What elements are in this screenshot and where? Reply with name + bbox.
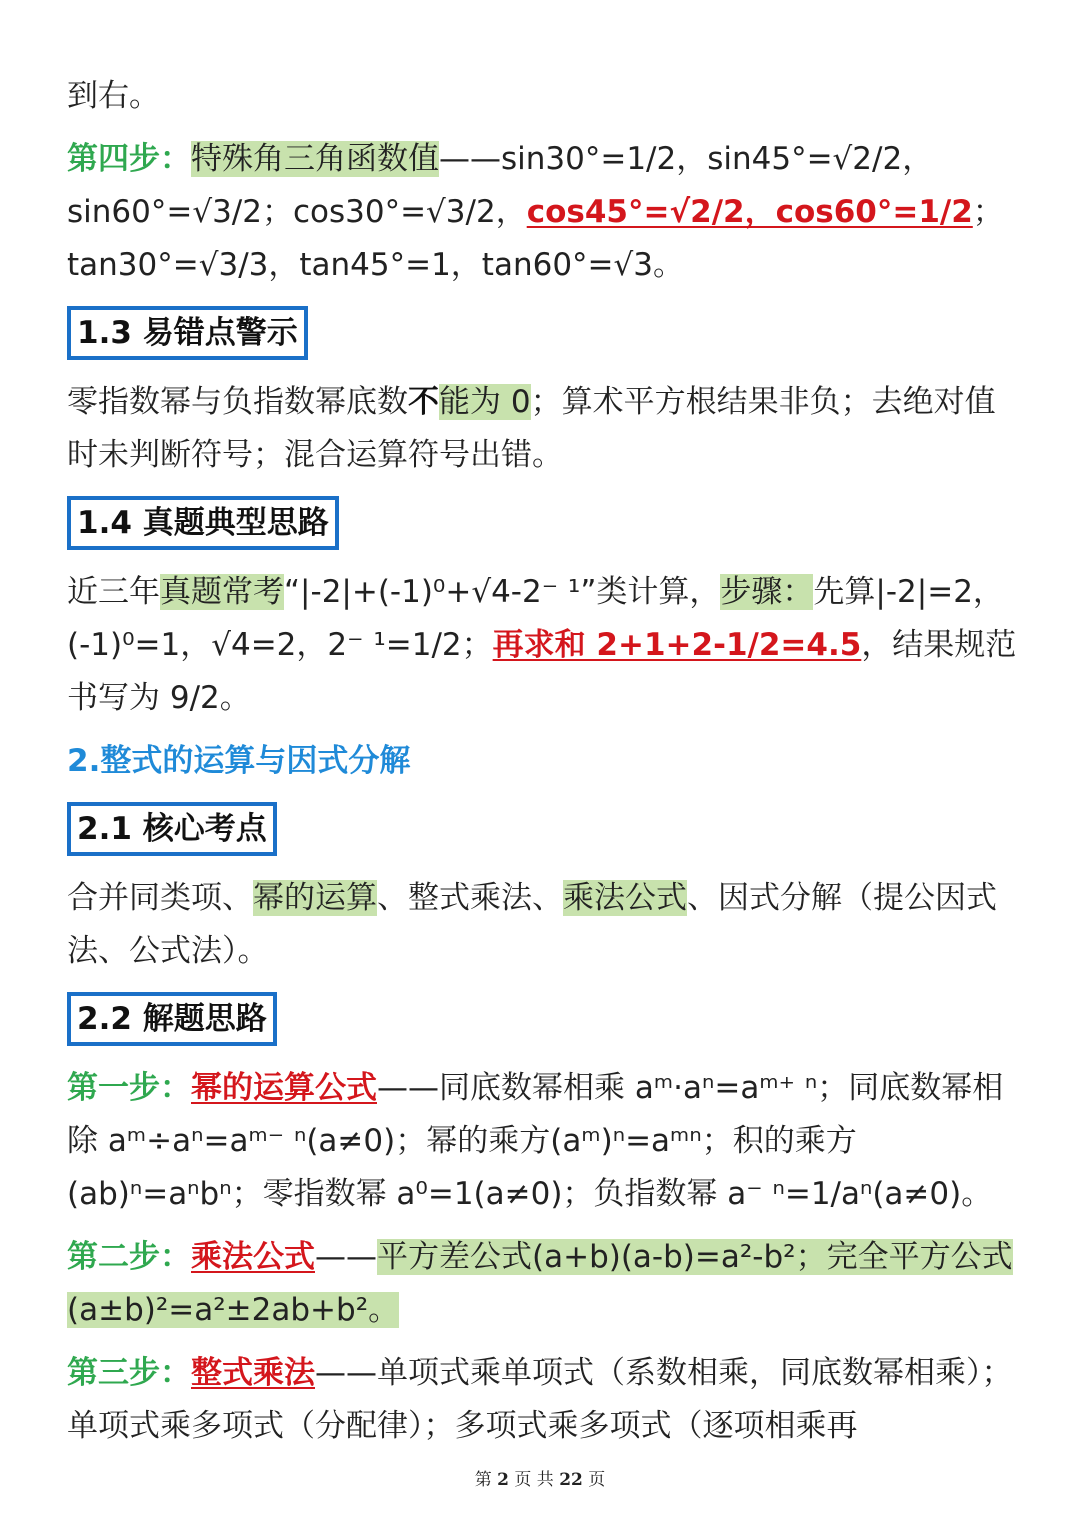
footer-total-pages: 22 [559, 1470, 583, 1490]
paragraph-text: 近三年 [67, 574, 160, 610]
page-content [67, 70, 1017, 1463]
paragraph-step-one [67, 1062, 1017, 1221]
heading-box-wrapper [67, 306, 1017, 360]
paragraph-text: “|-2|+(-1)⁰+√4-2⁻ ¹”类计算， [284, 574, 721, 610]
footer-text: 页 共 [514, 1470, 554, 1490]
paragraph-text: ，结果规范书写为 9/2。 [67, 627, 1017, 716]
highlighted-text: 真题常考 [160, 574, 284, 610]
paragraph-text: —— [315, 1239, 377, 1275]
heading-box-wrapper [67, 496, 1017, 550]
section-heading-2-1: 2.1 核心考点 [67, 802, 277, 856]
section-heading-1-3: 1.3 易错点警示 [67, 306, 308, 360]
step-label: 第四步： [67, 141, 191, 177]
paragraph-core-points [67, 872, 1017, 978]
footer-page-number: 2 [497, 1470, 509, 1490]
paragraph-text: ；算术平方根结果非负；去绝对值时未判断符号；混合运算符号出错。 [67, 384, 996, 473]
highlighted-text: 平方差公式(a+b)(a-b)=a²-b²；完全平方公式(a±b)²=a²±2ab+b²。 [67, 1239, 1013, 1328]
paragraph-text: 合并同类项、 [67, 880, 253, 916]
highlighted-text: 特殊角三角函数值 [191, 141, 439, 177]
red-emphasis-text: 整式乘法 [191, 1355, 315, 1391]
page-footer [0, 1468, 1080, 1492]
highlighted-text: 乘法公式 [563, 880, 687, 916]
paragraph-text: ；tan30°=√3/3，tan45°=1，tan60°=√3。 [67, 194, 1004, 283]
paragraph-text: ——同底数幂相乘 aᵐ·aⁿ=aᵐ⁺ ⁿ；同底数幂相除 aᵐ÷aⁿ=aᵐ⁻ ⁿ(a≠0)；幂的乘方(aᵐ)ⁿ=aᵐⁿ；积的乘方(ab)ⁿ=aⁿbⁿ；零指数幂 a⁰=1(a≠0)；负指数幂 a⁻ ⁿ=1/aⁿ(a≠0)。 [67, 1070, 1004, 1212]
paragraph-exam-approach [67, 566, 1017, 725]
step-label: 第一步： [67, 1070, 191, 1106]
paragraph-continuation [67, 70, 1017, 123]
red-emphasis-text: cos45°=√2/2，cos60°=1/2 [526, 194, 973, 230]
bold-text: 不 [408, 384, 439, 420]
paragraph-text: 、整式乘法、 [377, 880, 563, 916]
highlighted-text: 步骤： [720, 574, 814, 610]
paragraph-step-four [67, 133, 1017, 292]
highlighted-text: 能为 0 [439, 384, 531, 420]
highlighted-text: 幂的运算 [253, 880, 377, 916]
heading-box-wrapper [67, 992, 1017, 1046]
footer-text: 页 [588, 1470, 606, 1490]
red-emphasis-text: 乘法公式 [191, 1239, 315, 1275]
step-label: 第二步： [67, 1239, 191, 1275]
paragraph-text: ——单项式乘单项式（系数相乘，同底数幂相乘）；单项式乘多项式（分配律）；多项式乘多项式（逐项相乘再 [67, 1355, 1013, 1444]
paragraph-common-errors [67, 376, 1017, 482]
paragraph-text: 到右。 [67, 78, 160, 114]
red-emphasis-text: 再求和 2+1+2-1/2=4.5 [492, 627, 862, 663]
paragraph-text: ——sin30°=1/2，sin45°=√2/2，sin60°=√3/2；cos30°=√3/2， [67, 141, 934, 230]
red-emphasis-text: 幂的运算公式 [191, 1070, 377, 1106]
paragraph-step-three [67, 1347, 1017, 1453]
section-heading-1-4: 1.4 真题典型思路 [67, 496, 339, 550]
paragraph-text: 、因式分解（提公因式法、公式法）。 [67, 880, 997, 969]
paragraph-text: 先算|-2|=2，(-1)⁰=1，√4=2，2⁻ ¹=1/2； [67, 574, 1004, 663]
paragraph-text: 零指数幂与负指数幂底数 [67, 384, 408, 420]
step-label: 第三步： [67, 1355, 191, 1391]
footer-text: 第 [474, 1470, 492, 1490]
section-heading-2-2: 2.2 解题思路 [67, 992, 277, 1046]
heading-box-wrapper [67, 802, 1017, 856]
paragraph-step-two [67, 1231, 1017, 1337]
section-title-2: 2.整式的运算与因式分解 [67, 743, 411, 779]
